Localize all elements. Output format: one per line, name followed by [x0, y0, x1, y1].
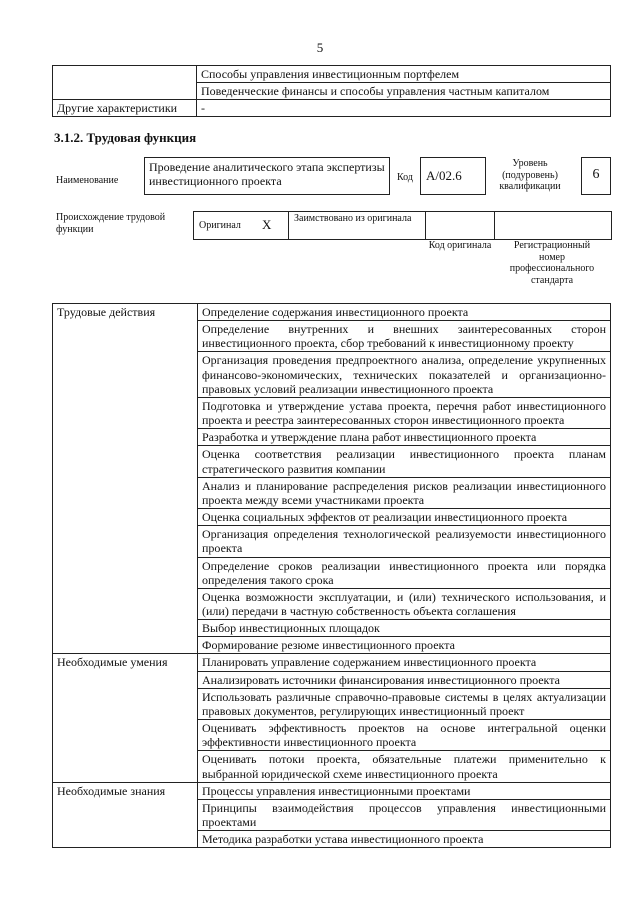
table-row	[53, 620, 611, 637]
section-label-empty	[53, 526, 198, 557]
section-label-empty	[53, 321, 198, 352]
table-row	[53, 66, 611, 83]
table-row	[53, 100, 611, 117]
table-cell-value: Способы управления инвестиционным портфелем	[197, 66, 611, 83]
section-item: Определение внутренних и внешних заинтересованных сторон инвестиционного проекта, сбор требований к инвестиционному проекту	[198, 321, 611, 352]
table-row	[53, 446, 611, 477]
section-label-empty	[53, 620, 198, 637]
table-row	[53, 397, 611, 428]
table-row	[53, 799, 611, 830]
section-item: Оценка социальных эффектов от реализации инвестиционного проекта	[198, 509, 611, 526]
page-number: 5	[316, 40, 324, 55]
section-item: Организация определения технологической реализуемости инвестиционного проекта	[198, 526, 611, 557]
table-row	[53, 321, 611, 352]
table-row	[53, 688, 611, 719]
table-row	[53, 477, 611, 508]
code-original-box	[425, 211, 495, 240]
table-cell-value: -	[197, 100, 611, 117]
reg-number-box	[494, 211, 612, 240]
table-row	[53, 352, 611, 397]
reg-number-label: Регистрационный номер профессионального стандарта	[509, 240, 595, 286]
code-value-box	[420, 157, 486, 195]
section-label-empty	[53, 477, 198, 508]
table-cell-label	[53, 66, 197, 83]
section-item: Выбор инвестиционных площадок	[198, 620, 611, 637]
top-table	[52, 65, 611, 117]
section-title: 3.1.2. Трудовая функция	[54, 130, 197, 145]
section-label: Трудовые действия	[53, 304, 198, 321]
origin-label: Происхождение трудовой функции	[56, 212, 166, 235]
section-item: Методика разработки устава инвестиционного проекта	[198, 831, 611, 848]
section-label-empty	[53, 397, 198, 428]
borrowed-box	[288, 211, 426, 240]
level-value: 6	[592, 167, 600, 182]
code-label: Код	[397, 172, 413, 183]
name-label: Наименование	[56, 175, 119, 186]
section-label-empty	[53, 429, 198, 446]
section-item: Оценивать эффективность проектов на основе интегральной оценки эффективности инвестиционного проекта	[198, 720, 611, 751]
table-row	[53, 509, 611, 526]
section-item: Организация проведения предпроектного анализа, определение укрупненных финансово-экономических, технических показателей и организационно-правовых условий реализации инвестиционного проекта	[198, 352, 611, 397]
section-label-empty	[53, 799, 198, 830]
section-label-empty	[53, 671, 198, 688]
name-value: Проведение аналитического этапа экспертизы инвестиционного проекта	[149, 160, 385, 189]
section-item: Анализировать источники финансирования инвестиционного проекта	[198, 671, 611, 688]
table-row	[53, 671, 611, 688]
section-item: Определение содержания инвестиционного проекта	[198, 304, 611, 321]
table-row	[53, 782, 611, 799]
code-value: A/02.6	[426, 168, 462, 183]
section-item: Оценка возможности эксплуатации, и (или) технического использования, и (или) передачи в частную собственность объекта соглашения	[198, 588, 611, 619]
code-original-label: Код оригинала	[428, 240, 492, 251]
level-value-box	[581, 157, 611, 195]
section-label: Необходимые умения	[53, 654, 198, 671]
section-label-empty	[53, 509, 198, 526]
table-row	[53, 751, 611, 782]
section-item: Подготовка и утверждение устава проекта, перечня работ инвестиционного проекта и реестра заинтересованных сторон инвестиционного проекта	[198, 397, 611, 428]
level-label: Уровень (подуровень) квалификации	[499, 158, 561, 192]
table-cell-label: Другие характеристики	[53, 100, 197, 117]
section-item: Использовать различные справочно-правовые системы в целях актуализации правовых документов, регулирующих инвестиционный проект	[198, 688, 611, 719]
table-cell-label	[53, 83, 197, 100]
section-label-empty	[53, 557, 198, 588]
table-cell-value: Поведенческие финансы и способы управления частным капиталом	[197, 83, 611, 100]
section-label-empty	[53, 751, 198, 782]
table-row	[53, 831, 611, 848]
section-item: Анализ и планирование распределения рисков реализации инвестиционного проекта между всеми участниками проекта	[198, 477, 611, 508]
table-row	[53, 429, 611, 446]
original-box	[193, 211, 288, 240]
section-label-empty	[53, 588, 198, 619]
table-row	[53, 588, 611, 619]
section-item: Определение сроков реализации инвестиционного проекта или порядка определения такого срока	[198, 557, 611, 588]
table-row	[53, 83, 611, 100]
section-item: Планировать управление содержанием инвестиционного проекта	[198, 654, 611, 671]
section-item: Процессы управления инвестиционными проектами	[198, 782, 611, 799]
section-label: Необходимые знания	[53, 782, 198, 799]
section-label-empty	[53, 637, 198, 654]
borrowed-label: Заимствовано из оригинала	[294, 213, 412, 224]
section-label-empty	[53, 831, 198, 848]
section-item: Разработка и утверждение плана работ инвестиционного проекта	[198, 429, 611, 446]
table-row	[53, 557, 611, 588]
section-item: Формирование резюме инвестиционного проекта	[198, 637, 611, 654]
section-label-empty	[53, 688, 198, 719]
table-row	[53, 637, 611, 654]
section-item: Оценка соответствия реализации инвестиционного проекта планам стратегического развития компании	[198, 446, 611, 477]
original-label: Оригинал	[199, 220, 241, 231]
section-label-empty	[53, 352, 198, 397]
table-row	[53, 304, 611, 321]
original-mark: X	[262, 217, 272, 232]
section-label-empty	[53, 720, 198, 751]
section-item: Оценивать потоки проекта, обязательные платежи применительно к выбранной юридической схеме инвестиционного проекта	[198, 751, 611, 782]
table-row	[53, 654, 611, 671]
labor-function-table	[52, 303, 611, 848]
table-row	[53, 526, 611, 557]
table-row	[53, 720, 611, 751]
section-label-empty	[53, 446, 198, 477]
name-value-box	[144, 157, 390, 195]
section-item: Принципы взаимодействия процессов управления инвестиционными проектами	[198, 799, 611, 830]
